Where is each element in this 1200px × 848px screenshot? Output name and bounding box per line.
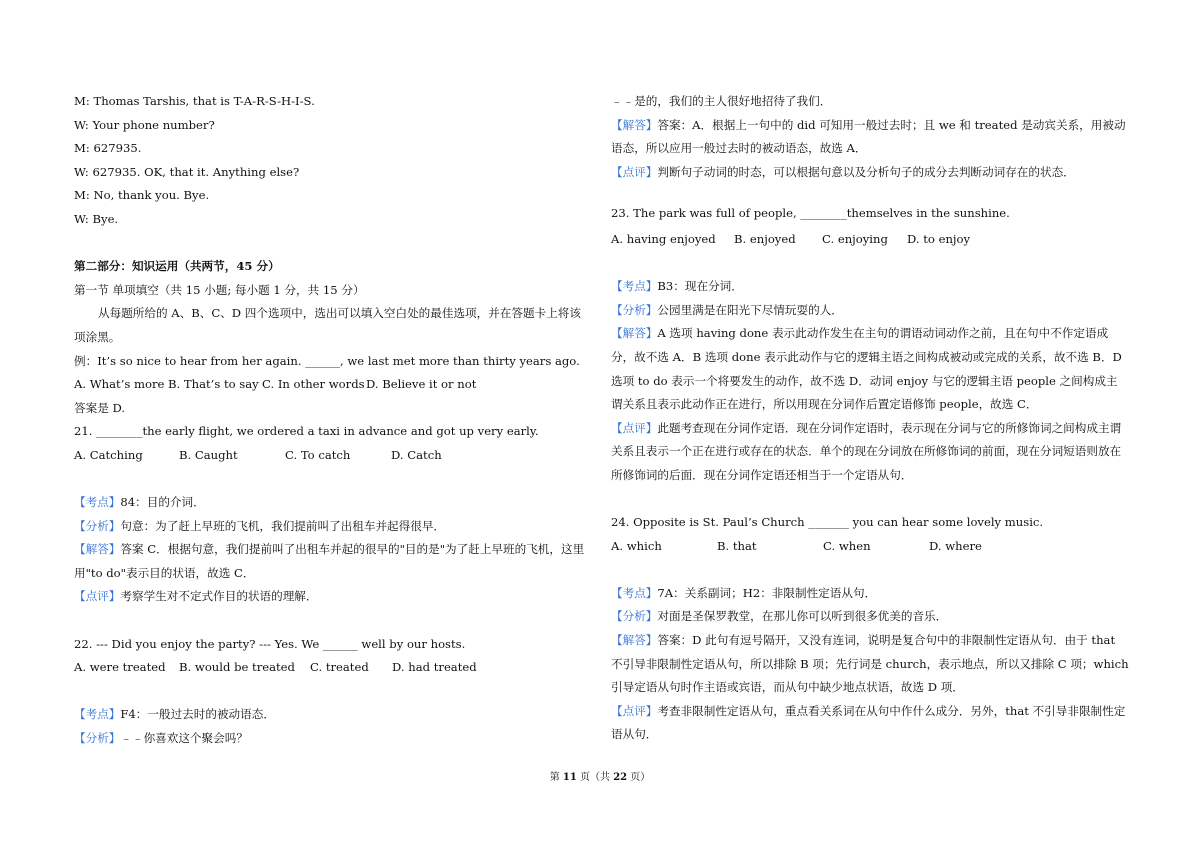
jieda-label: 【解答】 — [611, 326, 658, 341]
option: D. had treated — [392, 660, 477, 675]
question-21-options — [74, 444, 592, 468]
question-22-options — [74, 656, 592, 680]
kaodian-text: 7A：关系副词；H2：非限制性定语从句． — [657, 585, 877, 600]
jieda-label: 【解答】 — [74, 542, 121, 557]
option: B. Caught — [179, 447, 238, 462]
option: C. In other words — [262, 377, 365, 392]
dianping-text: 考察学生对不定式作目的状语的理解． — [120, 589, 318, 604]
jieda-24 — [611, 629, 1129, 700]
dianping-label: 【点评】 — [611, 164, 658, 179]
fenxi-23 — [611, 299, 1129, 323]
option: C. To catch — [285, 447, 351, 462]
page-footer — [0, 771, 1200, 785]
kaodian-23 — [611, 275, 1129, 299]
option: C. treated — [310, 660, 369, 675]
right-column — [611, 90, 1129, 747]
fenxi-label: 【分析】 — [611, 302, 658, 317]
dianping-22 — [611, 161, 1129, 185]
kaodian-22 — [74, 703, 592, 727]
footer-prefix: 第 — [549, 772, 560, 783]
kaodian-label: 【考点】 — [611, 279, 658, 294]
jieda-22 — [611, 114, 1129, 161]
fenxi-label: 【分析】 — [74, 731, 121, 746]
question-24-options — [611, 535, 1129, 559]
option: A. Catching — [74, 447, 143, 462]
option: B. enjoyed — [734, 231, 796, 246]
dialogue-line: W: Bye. — [74, 211, 119, 226]
option: D. Believe it or not — [366, 377, 477, 392]
fenxi-21 — [74, 515, 592, 539]
kaodian-24 — [611, 582, 1129, 606]
option: D. to enjoy — [907, 231, 971, 246]
dianping-24 — [611, 700, 1129, 747]
dianping-label: 【点评】 — [74, 589, 121, 604]
page-total: 22 — [613, 772, 628, 783]
kaodian-label: 【考点】 — [74, 707, 121, 722]
fenxi-text: 公园里满是在阳光下尽情玩耍的人． — [657, 302, 843, 317]
kaodian-label: 【考点】 — [74, 495, 121, 510]
footer-suffix: 页） — [630, 772, 651, 783]
jieda-text: 答案 C．根据句意，我们提前叫了出租车并起的很早的"目的是"为了赶上早班的飞机，这里用"to do"表示目的状语，故选 C． — [74, 542, 585, 580]
jieda-text: 答案：A．根据上一句中的 did 可知用一般过去时；且 we 和 treated 是动宾关系，用被动语态，所以应用一般过去时的被动语态，故选 A． — [611, 117, 1126, 156]
option: C. when — [823, 538, 871, 553]
dianping-text: 考查非限制性定语从句，重点看关系词在从句中作什么成分．另外，that 不引导非限制性定语从句． — [611, 703, 1126, 742]
dialogue-line: W: Your phone number? — [74, 117, 215, 132]
fenxi-24 — [611, 605, 1129, 629]
example-question: 例：It’s so nice to hear from her again. ______, we last met more than thirty years ago. — [74, 353, 580, 368]
option: A. were treated — [74, 660, 166, 675]
section-title: 第二部分：知识运用（共两节，45 分） — [74, 259, 280, 274]
dianping-label: 【点评】 — [611, 703, 658, 718]
jieda-label: 【解答】 — [611, 633, 658, 648]
dianping-label: 【点评】 — [611, 420, 658, 435]
fenxi-text: 句意：为了赶上早班的飞机，我们提前叫了出租车并起得很早． — [120, 518, 446, 533]
dianping-text: 此题考查现在分词作定语．现在分词作定语时，表示现在分词与它的所修饰词之间构成主谓关系且表示一个正在进行或存在的状态．单个的现在分词放在所修饰词的前面，现在分词短语则放在所修饰词的后面．现在分词作定语还相当于一个定语从句． — [611, 420, 1122, 482]
fenxi-text: 对面是圣保罗教堂，在那儿你可以听到很多优美的音乐． — [657, 609, 948, 624]
left-column — [74, 90, 592, 751]
question-21: 21. ________the early flight, we ordered a taxi in advance and got up very early. — [74, 424, 539, 439]
example-answer: 答案是 D. — [74, 400, 126, 415]
jieda-label: 【解答】 — [611, 117, 658, 132]
kaodian-label: 【考点】 — [611, 585, 658, 600]
fenxi-22 — [74, 727, 592, 751]
option: A. which — [611, 538, 662, 553]
option: D. where — [929, 538, 982, 553]
fenxi-text: ﹣﹣你喜欢这个聚会吗？ — [120, 731, 248, 746]
jieda-21 — [74, 538, 592, 585]
dialogue-line: M: 627935. — [74, 141, 142, 156]
kaodian-text: 84：目的介词． — [120, 495, 205, 510]
instructions: 从每题所给的 A、B、C、D 四个选项中，选出可以填入空白处的最佳选项，并在答题卡上将该项涂黑。 — [74, 306, 581, 344]
option: D. Catch — [391, 447, 442, 462]
kaodian-21 — [74, 491, 592, 515]
dialogue-line: M: No, thank you. Bye. — [74, 188, 210, 203]
jieda-23 — [611, 322, 1129, 416]
dianping-23 — [611, 417, 1129, 488]
question-23-options — [611, 228, 1129, 252]
jieda-text: 答案：D 此句有逗号隔开，又没有连词，说明是复合句中的非限制性定语从句．由于 that 不引导非限制性定语从句，所以排除 B 项；先行词是 church，表示地点，所以又排除 C 项；which 引导定语从句时作主语或宾语，而从句中缺少地点状语，故选 D 项． — [611, 633, 1129, 695]
footer-mid: 页（共 — [580, 772, 610, 783]
option: A. What’s more — [74, 377, 165, 392]
option: A. having enjoyed — [611, 231, 716, 246]
kaodian-text: B3：现在分词． — [657, 279, 743, 294]
subsection-title: 第一节 单项填空（共 15 小题; 每小题 1 分，共 15 分） — [74, 282, 365, 297]
dianping-text: 判断句子动词的时态，可以根据句意以及分析句子的成分去判断动词存在的状态． — [657, 164, 1075, 179]
fenxi-label: 【分析】 — [611, 609, 658, 624]
fenxi-22-continued: ﹣﹣是的，我们的主人很好地招待了我们． — [611, 94, 832, 108]
question-22: 22. --- Did you enjoy the party? --- Yes. We ______ well by our hosts. — [74, 636, 466, 651]
option: B. would be treated — [179, 660, 295, 675]
dialogue-line: M: Thomas Tarshis, that is T-A-R-S-H-I-S. — [74, 94, 315, 108]
kaodian-text: F4：一般过去时的被动语态． — [120, 707, 275, 722]
jieda-text: A 选项 having done 表示此动作发生在主句的谓语动词动作之前，且在句中不作定语成分，故不选 A．B 选项 done 表示此动作与它的逻辑主语之间构成被动或完成的关系，故不选 B．D 选项 to do 表示一个将要发生的动作，故不选 D．动词 enjoy 与它的逻辑主语 people 之间构成主谓关系且表示此动作正在进行，所以用现在分词作后置定语修饰 people，故选 C． — [611, 326, 1122, 412]
page-number: 11 — [562, 772, 577, 783]
option: C. enjoying — [822, 231, 888, 246]
question-24: 24. Opposite is St. Paul’s Church _______ you can hear some lovely music. — [611, 515, 1044, 530]
dialogue-line: W: 627935. OK, that it. Anything else? — [74, 164, 300, 179]
option: B. that — [717, 538, 757, 553]
example-options — [74, 373, 592, 397]
dianping-21 — [74, 585, 592, 609]
question-23: 23. The park was full of people, ________themselves in the sunshine. — [611, 206, 1010, 221]
fenxi-label: 【分析】 — [74, 518, 121, 533]
option: B. That’s to say — [168, 377, 259, 392]
